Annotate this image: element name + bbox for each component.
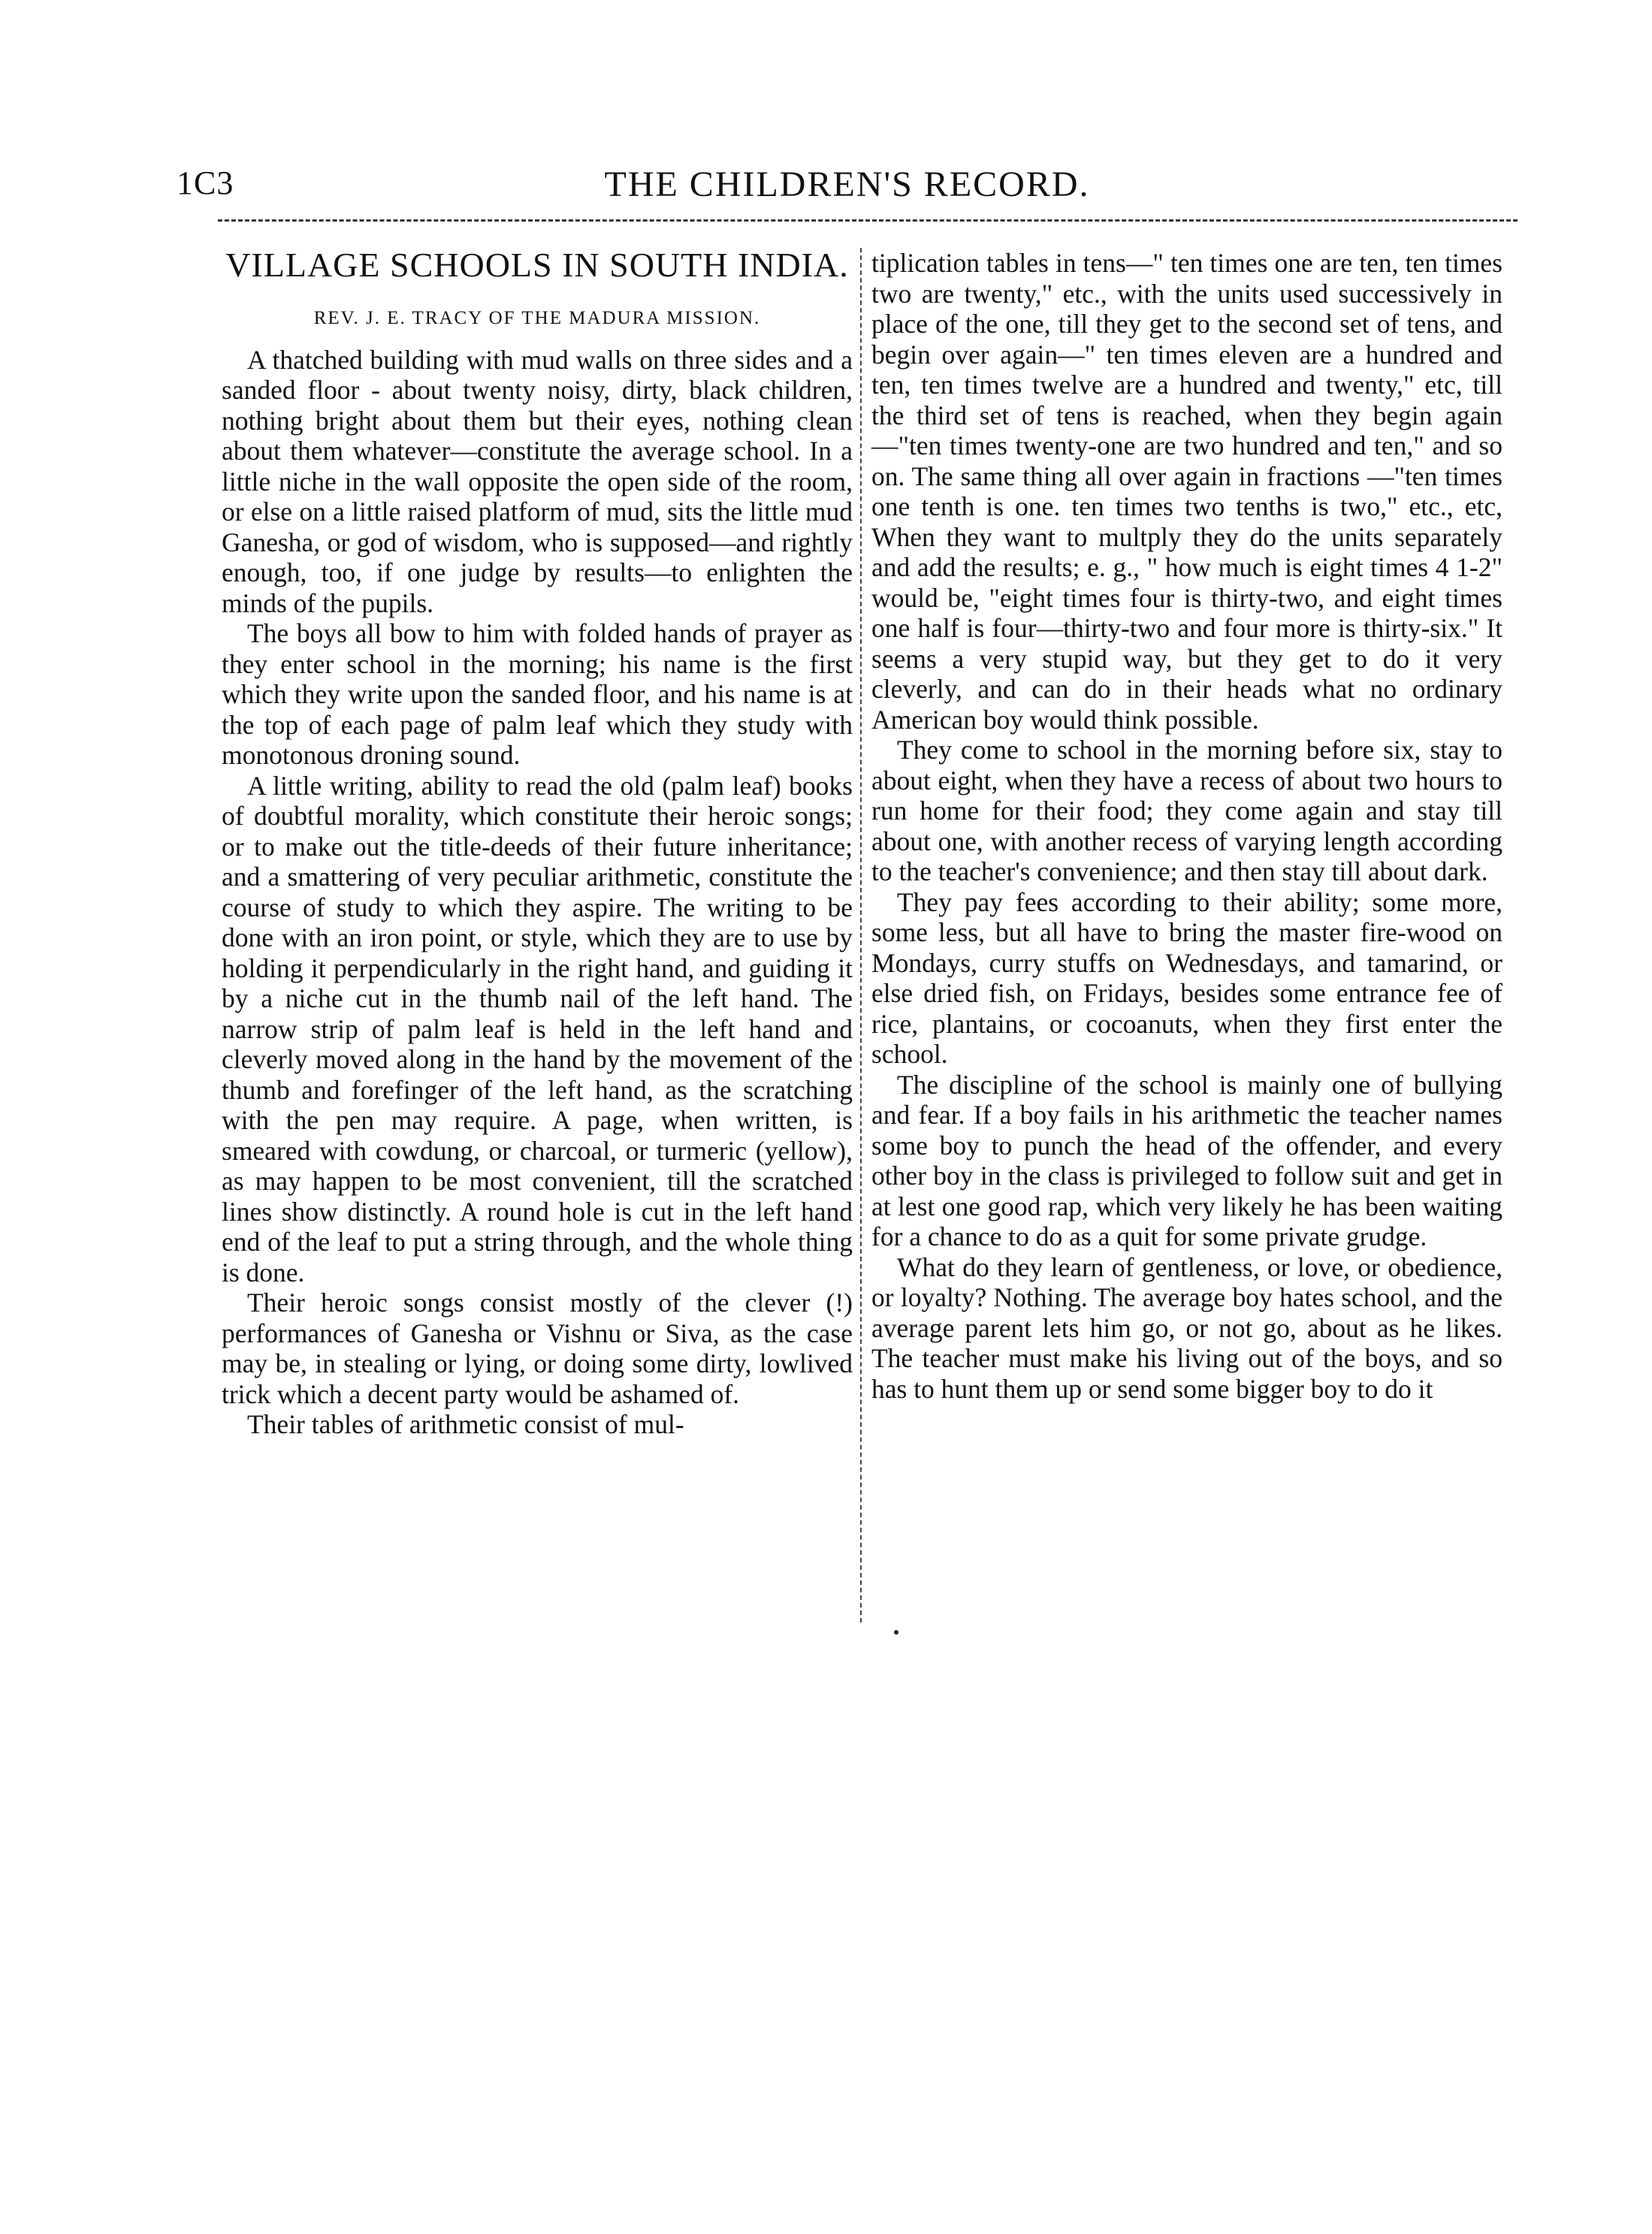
journal-title: THE CHILDREN'S RECORD. [604, 165, 1090, 204]
page-header [177, 164, 1518, 209]
paragraph: Their heroic songs consist mostly of the clever (!) performances of Ganesha or Vishnu or Siva, as the case may be, in stealing or lying, or doing some dirty, lowlived trick which a decent party would be ashamed of. [222, 1288, 853, 1409]
paragraph: A thatched building with mud walls on three sides and a sanded floor - about twenty noisy, dirty, black children, nothing bright about them but their eyes, nothing clean about them whatever—constitute the average school. In a little niche in the wall opposite the open side of the room, or else on a little raised platform of mud, sits the little mud Ganesha, or god of wisdom, who is supposed—and rightly enough, too, if one judge by results—to enlighten the minds of the pupils. [222, 344, 853, 618]
column-divider [860, 248, 862, 1623]
paragraph: The boys all bow to him with folded hands of prayer as they enter school in the morning; his name is the first which they write upon the sanded floor, and his name is at the top of each page of palm leaf which they study with monotonous droning sound. [222, 618, 853, 770]
paragraph: They pay fees according to their ability; some more, some less, but all have to bring the master fire-wood on Mondays, curry stuffs on Wednesdays, and tamarind, or else dried fish, on Fridays, besides some entrance fee of rice, plantains, or cocoanuts, when they first enter the school. [871, 886, 1503, 1069]
right-column [871, 248, 1503, 1404]
paragraph: Their tables of arithmetic consist of mul- [247, 1409, 684, 1439]
page-number: 1C3 [177, 165, 234, 201]
article-byline: REV. J. E. TRACY OF THE MADURA MISSION. [313, 308, 761, 328]
paragraph: What do they learn of gentleness, or love, or obedience, or loyalty? Nothing. The average boy hates school, and the average parent lets him go, or not go, about as he likes. The teacher must make his living out of the boys, and so has to hunt them up or send some bigger boy to do it [871, 1251, 1503, 1404]
paragraph-continued: tiplication tables in tens—" ten times one are ten, ten times two are twenty," etc., with the units used successively in place of the one, till they get to the second set of tens, and begin over again—" ten times eleven are a hundred and ten, ten times twelve are a hundred and twenty," etc, till the third set of tens is reached, when they begin again—"ten times twenty-one are two hundred and ten," and so on. The same thing all over again in fractions —"ten times one tenth is one. ten times two tenths is two," etc., etc, When they want to multply they do the units separately and add the results; e. g., " how much is eight times 4 1-2" would be, "eight times four is thirty-two, and eight times one half is four—thirty-two and four more is thirty-six." It seems a very stupid way, but they get to do it very cleverly, and can do in their heads what no ordinary American boy would think possible. [871, 248, 1503, 735]
header-rule [218, 219, 1518, 222]
article-title: VILLAGE SCHOOLS IN SOUTH INDIA. [225, 246, 849, 284]
paragraph: The discipline of the school is mainly one of bullying and fear. If a boy fails in his arithmetic the teacher names some boy to punch the head of the offender, and every other boy in the class is privileged to follow suit and get in at lest one good rap, which very likely he has been waiting for a chance to do as a quit for some private grudge. [871, 1069, 1503, 1251]
paragraph: A little writing, ability to read the old (palm leaf) books of doubtful morality, which constitute their heroic songs; or to make out the title-deeds of their future inheritance; and a smattering of very peculiar arithmetic, constitute the course of study to which they aspire. The writing to be done with an iron point, or style, which they are to use by holding it perpendicularly in the right hand, and guiding it by a niche cut in the thumb nail of the left hand. The narrow strip of palm leaf is held in the left hand and cleverly moved along in the hand by the movement of the thumb and forefinger of the left hand, as the scratching with the pen may require. A page, when written, is smeared with cowdung, or charcoal, or turmeric (yellow), as may happen to be most convenient, till the scratched lines show distinctly. A round hole is cut in the left hand end of the leaf to put a string through, and the whole thing is done. [222, 770, 853, 1288]
bottom-dot [894, 1630, 898, 1635]
left-column [222, 248, 853, 1440]
paragraph: They come to school in the morning before six, stay to about eight, when they have a recess of about two hours to run home for their food; they come again and stay till about one, with another recess of varying length according to the teacher's convenience; and then stay till about dark. [871, 735, 1503, 886]
